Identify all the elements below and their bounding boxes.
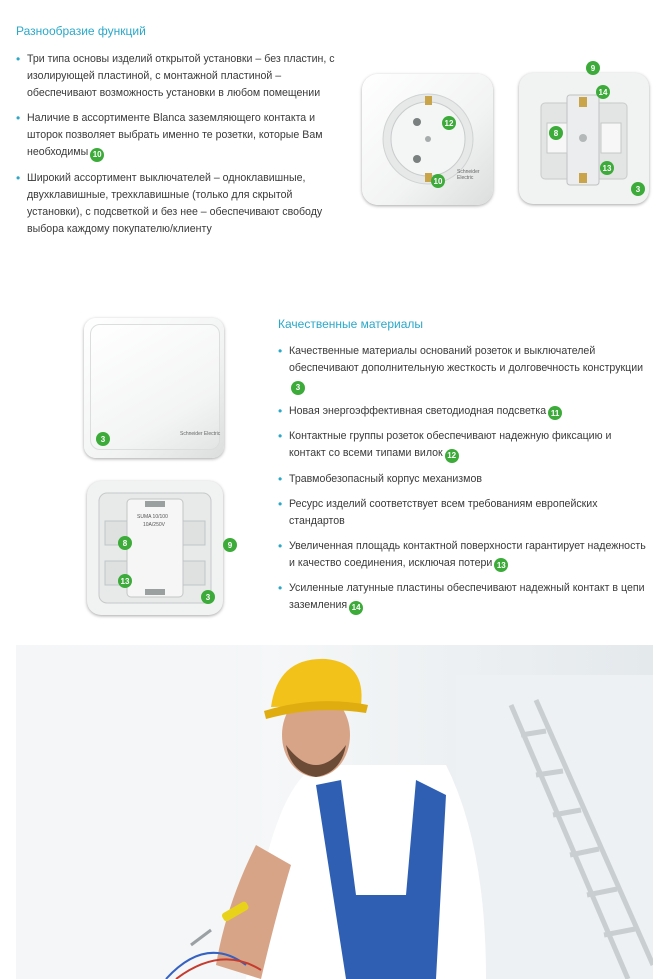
number-badge: 12 (442, 116, 456, 130)
number-badge: 8 (549, 126, 563, 140)
number-badge: 11 (548, 406, 562, 420)
number-badge: 8 (118, 536, 132, 550)
number-badge: 14 (349, 601, 363, 615)
number-badge: 13 (118, 574, 132, 588)
section2-list (278, 343, 650, 623)
list-item: • Контактные группы розеток обеспечивают надежную фиксацию и контакт со всеми типами вилок 12 (278, 428, 650, 463)
number-badge: 13 (600, 161, 614, 175)
list-item: • Новая энергоэффективная светодиодная подсветка 11 (278, 403, 650, 421)
socket-front-drawing (362, 74, 493, 205)
brand-logo: Schneider Electric (180, 431, 221, 437)
number-badge: 9 (223, 538, 237, 552)
section1-title: Разнообразие функций (16, 24, 146, 38)
number-badge: 3 (291, 381, 305, 395)
switch-back-image (87, 481, 233, 615)
list-item: • Качественные материалы оснований розеток и выключателей обеспечивают дополнительную жесткость и долговечность конструкции3 (278, 343, 650, 395)
list-item: • Широкий ассортимент выключателей – одноклавишные, двухклавишные, трехклавишные (только для скрытой установки), с подсветкой и без нее – обеспечивают свободу выбора каждому покупателю/клиенту (16, 170, 346, 238)
section2-title: Качественные материалы (278, 317, 423, 331)
list-item: • Усиленные латунные пластины обеспечивают надежный контакт в цепи заземления 14 (278, 580, 650, 615)
number-badge: 3 (96, 432, 110, 446)
mechanism-label: 10A/250V (143, 522, 165, 528)
list-item: • Травмобезопасный корпус механизмов (278, 471, 650, 488)
brand-logo: Schneider Electric (457, 169, 480, 181)
switch-front-image (84, 318, 224, 458)
number-badge: 12 (445, 449, 459, 463)
number-badge: 13 (494, 558, 508, 572)
socket-back-image (519, 63, 649, 204)
list-item: • Ресурс изделий соответствует всем требованиям европейских стандартов (278, 496, 650, 530)
electrician-illustration (16, 645, 653, 979)
number-badge: 9 (586, 61, 600, 75)
number-badge: 3 (201, 590, 215, 604)
list-item: • Три типа основы изделий открытой установки – без пластин, с изолирующей пластиной, с монтажной пластиной – обеспечивают возможность установки в любом помещении (16, 51, 346, 102)
number-badge: 3 (631, 182, 645, 196)
mechanism-label: SUMA 10/100 (137, 514, 168, 520)
number-badge: 10 (90, 148, 104, 162)
number-badge: 14 (596, 85, 610, 99)
socket-back-drawing (519, 73, 649, 204)
electrician-photo (16, 645, 653, 979)
list-item: • Наличие в ассортименте Blanca заземляющего контакта и шторок позволяет выбрать именно те розетки, которые Вам необходимы 10 (16, 110, 346, 162)
section1-list (16, 51, 346, 246)
number-badge: 10 (431, 174, 445, 188)
socket-front-image (362, 74, 493, 205)
list-item: • Увеличенная площадь контактной поверхности гарантирует надежность и качество соединения, исключая потери 13 (278, 538, 650, 573)
